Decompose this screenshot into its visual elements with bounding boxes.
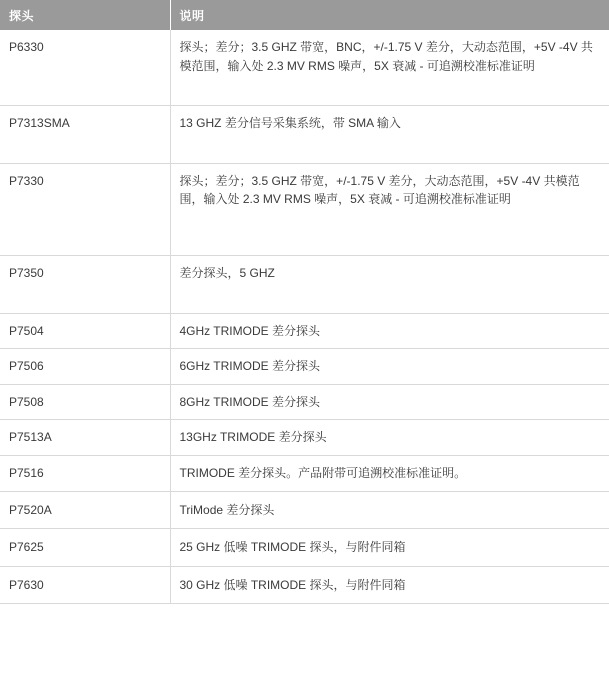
table-header-row	[0, 0, 609, 30]
cell-probe-description: 6GHz TRIMODE 差分探头	[170, 349, 609, 385]
cell-probe-description: 30 GHz 低噪 TRIMODE 探头，与附件同箱	[170, 566, 609, 604]
cell-probe-description: 25 GHz 低噪 TRIMODE 探头，与附件同箱	[170, 529, 609, 567]
cell-probe-model: P7630	[0, 566, 170, 604]
cell-probe-description: 8GHz TRIMODE 差分探头	[170, 384, 609, 420]
table-row	[0, 106, 609, 164]
cell-probe-model: P7516	[0, 455, 170, 491]
table-row	[0, 529, 609, 567]
cell-probe-description: 13 GHZ 差分信号采集系统，带 SMA 输入	[170, 106, 609, 164]
cell-probe-model: P7513A	[0, 420, 170, 456]
cell-probe-model: P7506	[0, 349, 170, 385]
table-row	[0, 30, 609, 106]
cell-probe-description: 差分探头，5 GHZ	[170, 255, 609, 313]
table-row	[0, 384, 609, 420]
cell-probe-description: 4GHz TRIMODE 差分探头	[170, 313, 609, 349]
cell-probe-description: 探头；差分；3.5 GHZ 带宽，BNC，+/-1.75 V 差分，大动态范围，+5V -4V 共模范围，输入处 2.3 MV RMS 噪声，5X 衰减 - 可追溯校准标准证明	[170, 30, 609, 106]
table-row	[0, 349, 609, 385]
cell-probe-model: P7504	[0, 313, 170, 349]
cell-probe-description: TriMode 差分探头	[170, 491, 609, 529]
cell-probe-model: P7330	[0, 163, 170, 255]
cell-probe-model: P7350	[0, 255, 170, 313]
cell-probe-model: P6330	[0, 30, 170, 106]
cell-probe-description: TRIMODE 差分探头。产品附带可追溯校准标准证明。	[170, 455, 609, 491]
table-row	[0, 255, 609, 313]
table-row	[0, 313, 609, 349]
column-header-model: 探头	[0, 0, 170, 30]
table-row	[0, 163, 609, 255]
table-row	[0, 566, 609, 604]
table-body	[0, 30, 609, 604]
cell-probe-description: 13GHz TRIMODE 差分探头	[170, 420, 609, 456]
cell-probe-model: P7313SMA	[0, 106, 170, 164]
table-row	[0, 491, 609, 529]
table-row	[0, 455, 609, 491]
cell-probe-model: P7520A	[0, 491, 170, 529]
table-row	[0, 420, 609, 456]
cell-probe-model: P7508	[0, 384, 170, 420]
cell-probe-description: 探头；差分；3.5 GHZ 带宽，+/-1.75 V 差分，大动态范围，+5V -4V 共模范围，输入处 2.3 MV RMS 噪声，5X 衰减 - 可追溯校准标准证明	[170, 163, 609, 255]
table-header	[0, 0, 609, 30]
cell-probe-model: P7625	[0, 529, 170, 567]
column-header-description: 说明	[170, 0, 609, 30]
